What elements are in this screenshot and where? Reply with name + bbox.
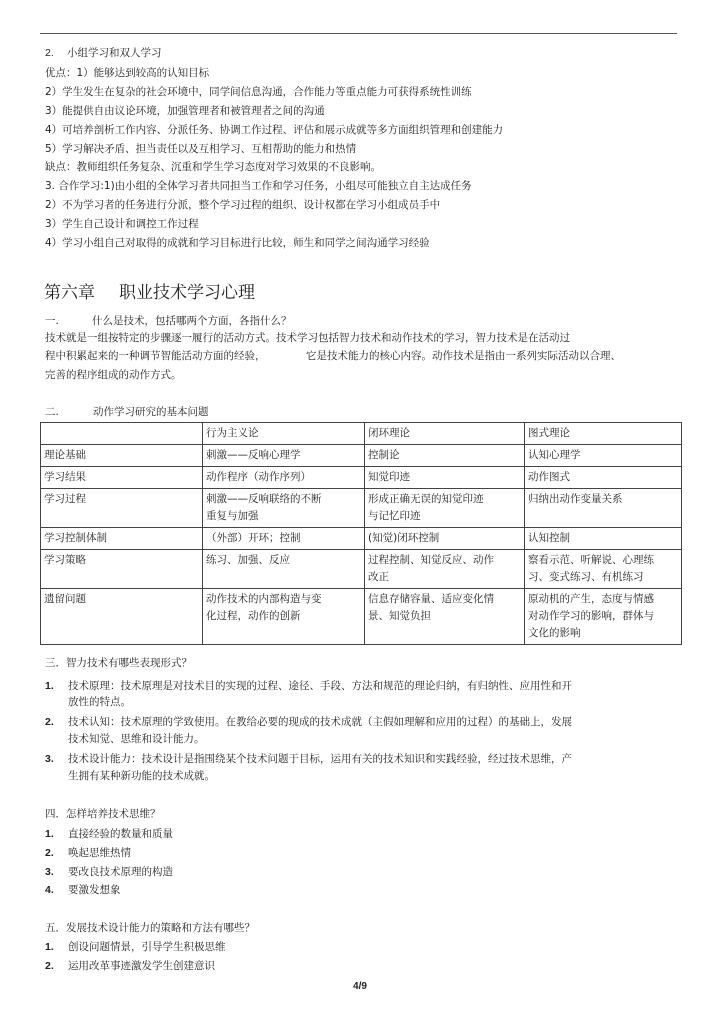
cell-line: （外部）开环；控制	[206, 532, 301, 544]
q1-answer-line: 它是技术能力的核心内容。动作技术是指由一系列实际活动以合理、	[306, 350, 621, 362]
list-text: 要改良技术原理的构造	[68, 866, 173, 878]
chapter-heading	[44, 283, 255, 303]
table-row	[41, 467, 682, 489]
list-number: 1.	[45, 828, 54, 840]
list-number: 4.	[45, 884, 54, 896]
cell-line: 知觉印迹	[368, 471, 410, 483]
table-cell	[203, 445, 365, 467]
q1-answer-line: 完善的程序组成的动作方式。	[45, 369, 182, 381]
table-cell	[525, 589, 682, 645]
cell-line: 练习、加强、反应	[206, 554, 290, 566]
cell-line: 认知心理学	[528, 449, 581, 461]
row-label: 学习控制体制	[41, 528, 203, 550]
section2-adv-item: 4）可培养剖析工作内容、分派任务、协调工作过程、评估和展示成就等多方面组织管理和创建能力	[45, 124, 504, 136]
q3-title: 三．智力技术有哪些表现形式？	[45, 657, 192, 669]
cell-line: 察看示范、听解说、心理练	[528, 554, 654, 566]
section2-adv-item: 5）学习解决矛盾、担当责任以及互相学习、互相帮助的能力和热情	[45, 143, 357, 155]
header-rule	[40, 33, 677, 34]
q3-item-continuation: 生拥有某种新功能的技术成就。	[68, 770, 215, 782]
table-row	[41, 589, 682, 645]
q1-question: 什么是技术，包括哪两个方面，各指什么？	[92, 315, 292, 327]
cell-line: (知觉)闭环控制	[368, 532, 440, 544]
q3-item	[45, 679, 572, 693]
section2-disadvantages: 缺点：教师组织任务复杂、沉重和学生学习态度对学习效果的不良影响。	[45, 161, 381, 173]
q1-number: 一.	[45, 315, 59, 327]
cell-line: 动作程序（动作序列）	[206, 471, 311, 483]
table-cell	[365, 445, 525, 467]
table-row	[41, 528, 682, 550]
table-cell	[203, 589, 365, 645]
table-cell	[203, 489, 365, 528]
section2-title-text: 小组学习和双人学习	[67, 47, 162, 59]
row-label: 学习过程	[41, 489, 203, 528]
table-row	[41, 489, 682, 528]
q5-title: 五．发展技术设计能力的策略和方法有哪些？	[45, 922, 255, 934]
section3-item: 4）学习小组自己对取得的成就和学习目标进行比较，师生和同学之间沟通学习经验	[45, 237, 430, 249]
row-label: 学习结果	[41, 467, 203, 489]
list-text: 技术认知：技术原理的学致使用。在教给必要的现成的技术成就（主假如理解和应用的过程）的基础上，发展	[68, 716, 572, 728]
cell-line: 认知控制	[528, 532, 570, 544]
list-number: 3.	[45, 866, 54, 878]
list-text: 运用改革事迹激发学生创建意识	[68, 960, 215, 972]
table-cell	[365, 528, 525, 550]
table-cell	[365, 550, 525, 589]
q2-number: 二.	[45, 406, 59, 418]
table-row	[41, 550, 682, 589]
q4-item	[45, 883, 121, 897]
cell-line: 刺激——反响联络的不断	[206, 493, 322, 505]
cell-line: 控制论	[368, 449, 400, 461]
row-label: 学习策略	[41, 550, 203, 589]
list-text: 技术原理：技术原理是对技术目的实现的过程、途径、手段、方法和规范的理论归纳，有归纳性、应用性和开	[68, 680, 572, 692]
list-number: 3.	[45, 753, 54, 765]
list-text: 要激发想象	[68, 884, 121, 896]
q3-item	[45, 715, 572, 729]
q4-title: 四．怎样培养技术思维？	[45, 808, 161, 820]
cell-line: 信息存储容量、适应变化情	[368, 593, 494, 605]
cell-line: 归纳出动作变量关系	[528, 493, 623, 505]
q5-item	[45, 940, 226, 954]
cell-line: 重复与加强	[206, 510, 259, 522]
list-text: 唤起思维热情	[68, 847, 131, 859]
table-cell	[525, 528, 682, 550]
chapter-number: 第六章	[44, 283, 95, 303]
q2-title: 动作学习研究的基本问题	[93, 406, 209, 418]
section2-title	[45, 46, 162, 60]
table-cell	[525, 550, 682, 589]
table-cell	[525, 489, 682, 528]
q3-item	[45, 752, 572, 766]
q2-heading	[45, 405, 209, 419]
cell-line: 原动机的产生，态度与情感	[528, 593, 654, 605]
section3-title: 3. 合作学习:1)由小组的全体学习者共同担当工作和学习任务，小组尽可能独立自主达成任务	[45, 180, 472, 192]
q1-answer-line: 技术就是一组按特定的步骤逐一履行的活动方式。技术学习包括智力技术和动作技术的学习，智力技术是在活动过	[45, 332, 570, 344]
cell-line: 形成正确无误的知觉印迹	[368, 493, 484, 505]
row-label: 遗留问题	[41, 589, 203, 645]
table-row	[41, 445, 682, 467]
list-text: 创设问题情景，引导学生积极思维	[68, 941, 226, 953]
cell-line: 与记忆印迹	[368, 510, 421, 522]
q4-item	[45, 865, 173, 879]
cell-line: 过程控制、知觉反应、动作	[368, 554, 494, 566]
list-number: 2.	[45, 847, 54, 859]
row-label: 理论基础	[41, 445, 203, 467]
section3-item: 3）学生自己设计和调控工作过程	[45, 218, 199, 230]
table-header-cell	[41, 423, 203, 445]
cell-line: 改正	[368, 571, 389, 583]
table-cell	[365, 467, 525, 489]
cell-line: 动作图式	[528, 471, 570, 483]
q4-item	[45, 846, 131, 860]
q3-item-continuation: 技术知觉、思维和设计能力。	[68, 733, 205, 745]
q1-heading	[45, 314, 292, 328]
list-number: 2.	[45, 960, 54, 972]
cell-line: 对动作学习的影响，群体与	[528, 610, 654, 622]
table-cell	[203, 528, 365, 550]
list-text: 直接经验的数量和质量	[68, 828, 173, 840]
section2-advantages-label: 优点：1）能够达到较高的认知目标	[45, 67, 210, 79]
q1-answer-line: 程中积累起来的一种调节智能活动方面的经验，	[45, 350, 266, 362]
table-cell	[525, 467, 682, 489]
q5-item	[45, 959, 215, 973]
q3-item-continuation: 放性的特点。	[68, 696, 131, 708]
list-number: 1.	[45, 941, 54, 953]
page-number: 4/9	[353, 981, 367, 992]
chapter-title: 职业技术学习心理	[119, 283, 255, 303]
cell-line: 景、知觉负担	[368, 610, 431, 622]
q4-item	[45, 827, 173, 841]
section3-item: 2）不为学习者的任务进行分派，整个学习过程的组织、设计权都在学习小组成员手中	[45, 199, 441, 211]
table-cell	[525, 445, 682, 467]
table-cell	[203, 467, 365, 489]
list-number: 2.	[45, 716, 54, 728]
table-cell	[203, 550, 365, 589]
table-cell	[365, 489, 525, 528]
table-cell	[365, 589, 525, 645]
cell-line: 动作技术的内部构造与变	[206, 593, 322, 605]
table-header-cell: 图式理论	[525, 423, 682, 445]
cell-line: 习、变式练习、有机练习	[528, 571, 644, 583]
table-header-row	[41, 423, 682, 445]
list-text: 技术设计能力：技术设计是指围绕某个技术问题于目标，运用有关的技术知识和实践经验，经过技术思维，产	[68, 753, 572, 765]
section2-title-num: 2.	[45, 47, 54, 59]
motor-learning-table	[40, 422, 682, 645]
table-header-cell: 行为主义论	[203, 423, 365, 445]
cell-line: 化过程，动作的创新	[206, 610, 301, 622]
section2-adv-item: 2）学生发生在复杂的社会环境中，同学间信息沟通，合作能力等重点能力可获得系统性训练	[45, 86, 472, 98]
list-number: 1.	[45, 680, 54, 692]
section2-adv-item: 3）能提供自由议论环境，加强管理者和被管理者之间的沟通	[45, 105, 325, 117]
cell-line: 文化的影响	[528, 627, 581, 639]
cell-line: 刺激——反响心理学	[206, 449, 301, 461]
table-header-cell: 闭环理论	[365, 423, 525, 445]
